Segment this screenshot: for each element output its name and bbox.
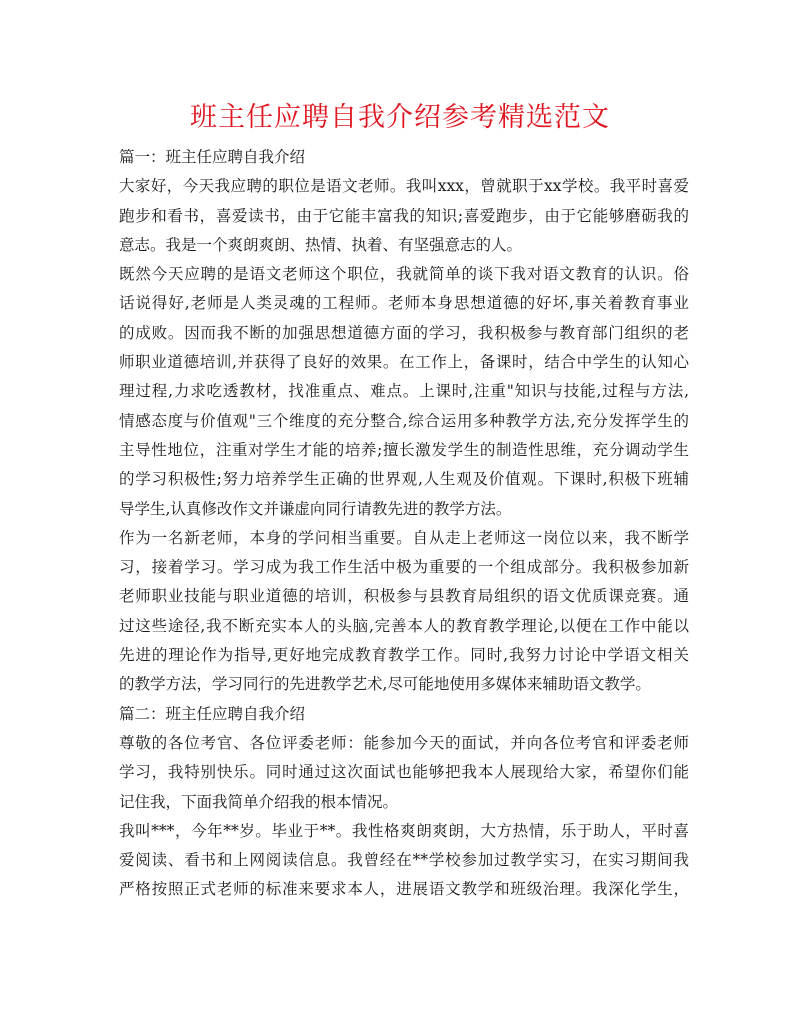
paragraph-line: 过这些途径,我不断充实本人的头脑,完善本人的教育教学理论,以便在工作中能以: [119, 616, 689, 635]
paragraph-line: 的教学方法，学习同行的先进教学艺术,尽可能地使用多媒体来辅助语文教学。: [119, 675, 651, 694]
paragraph-line: 导学生,认真修改作文并谦虚向同行请教先进的教学方法。: [119, 499, 512, 518]
paragraph-line: 跑步和看书，喜爱读书，由于它能丰富我的知识;喜爱跑步，由于它能够磨砺我的: [119, 206, 689, 225]
paragraph-line: 老师职业技能与职业道德的培训，积极参与县教育局组织的语文优质课竞赛。通: [119, 587, 689, 606]
paragraph-line: 尊敬的各位考官、各位评委老师：能参加今天的面试，并向各位考官和评委老师: [119, 733, 689, 752]
section-heading: 篇一：班主任应聘自我介绍: [119, 148, 306, 166]
paragraph-line: 习，接着学习。学习成为我工作生活中极为重要的一个组成部分。我积极参加新: [119, 558, 689, 577]
paragraph-line: 既然今天应聘的是语文老师这个职位，我就简单的谈下我对语文教育的认识。俗: [119, 265, 689, 284]
paragraph-line: 的学习积极性;努力培养学生正确的世界观,人生观及价值观。下课时,积极下班辅: [119, 470, 689, 489]
paragraph-line: 记住我，下面我简单介绍我的根本情况。: [119, 792, 399, 811]
paragraph-line: 我叫***，今年**岁。毕业于**。我性格爽朗爽朗，大方热情，乐于助人，平时喜: [119, 821, 689, 840]
paragraph-line: 先进的理论作为指导,更好地完成教育教学工作。同时,我努力讨论中学语文相关: [119, 646, 689, 665]
paragraph-line: 师职业道德培训,并获得了良好的效果。在工作上，备课时，结合中学生的认知心: [119, 353, 689, 372]
paragraph-line: 话说得好,老师是人类灵魂的工程师。老师本身思想道德的好坏,事关着教育事业: [119, 294, 689, 313]
paragraph-line: 意志。我是一个爽朗爽朗、热情、执着、有坚强意志的人。: [119, 235, 523, 254]
paragraph-line: 主导性地位，注重对学生才能的培养;擅长激发学生的制造性思维，充分调动学生: [119, 440, 689, 459]
paragraph-line: 大家好，今天我应聘的职位是语文老师。我叫xxx，曾就职于xx学校。我平时喜爱: [119, 177, 689, 196]
paragraph-line: 学习，我特别快乐。同时通过这次面试也能够把我本人展现给大家，希望你们能: [119, 763, 689, 782]
paragraph-line: 情感态度与价值观"三个维度的充分整合,综合运用多种教学方法,充分发挥学生的: [119, 411, 689, 430]
paragraph-line: 爱阅读、看书和上网阅读信息。我曾经在**学校参加过教学实习，在实习期间我: [119, 851, 689, 870]
paragraph-line: 严格按照正式老师的标准来要求本人，进展语文教学和班级治理。我深化学生，: [119, 880, 689, 899]
section-heading: 篇二：班主任应聘自我介绍: [119, 704, 306, 723]
paragraph-line: 理过程,力求吃透教材，找准重点、难点。上课时,注重"知识与技能,过程与方法,: [119, 382, 689, 401]
paragraph-line: 的成败。因而我不断的加强思想道德方面的学习，我积极参与教育部门组织的老: [119, 323, 689, 342]
document-title: 班主任应聘自我介绍参考精选范文: [190, 102, 610, 133]
paragraph-line: 作为一名新老师，本身的学问相当重要。自从走上老师这一岗位以来，我不断学: [119, 528, 689, 547]
document-body: [119, 143, 689, 905]
